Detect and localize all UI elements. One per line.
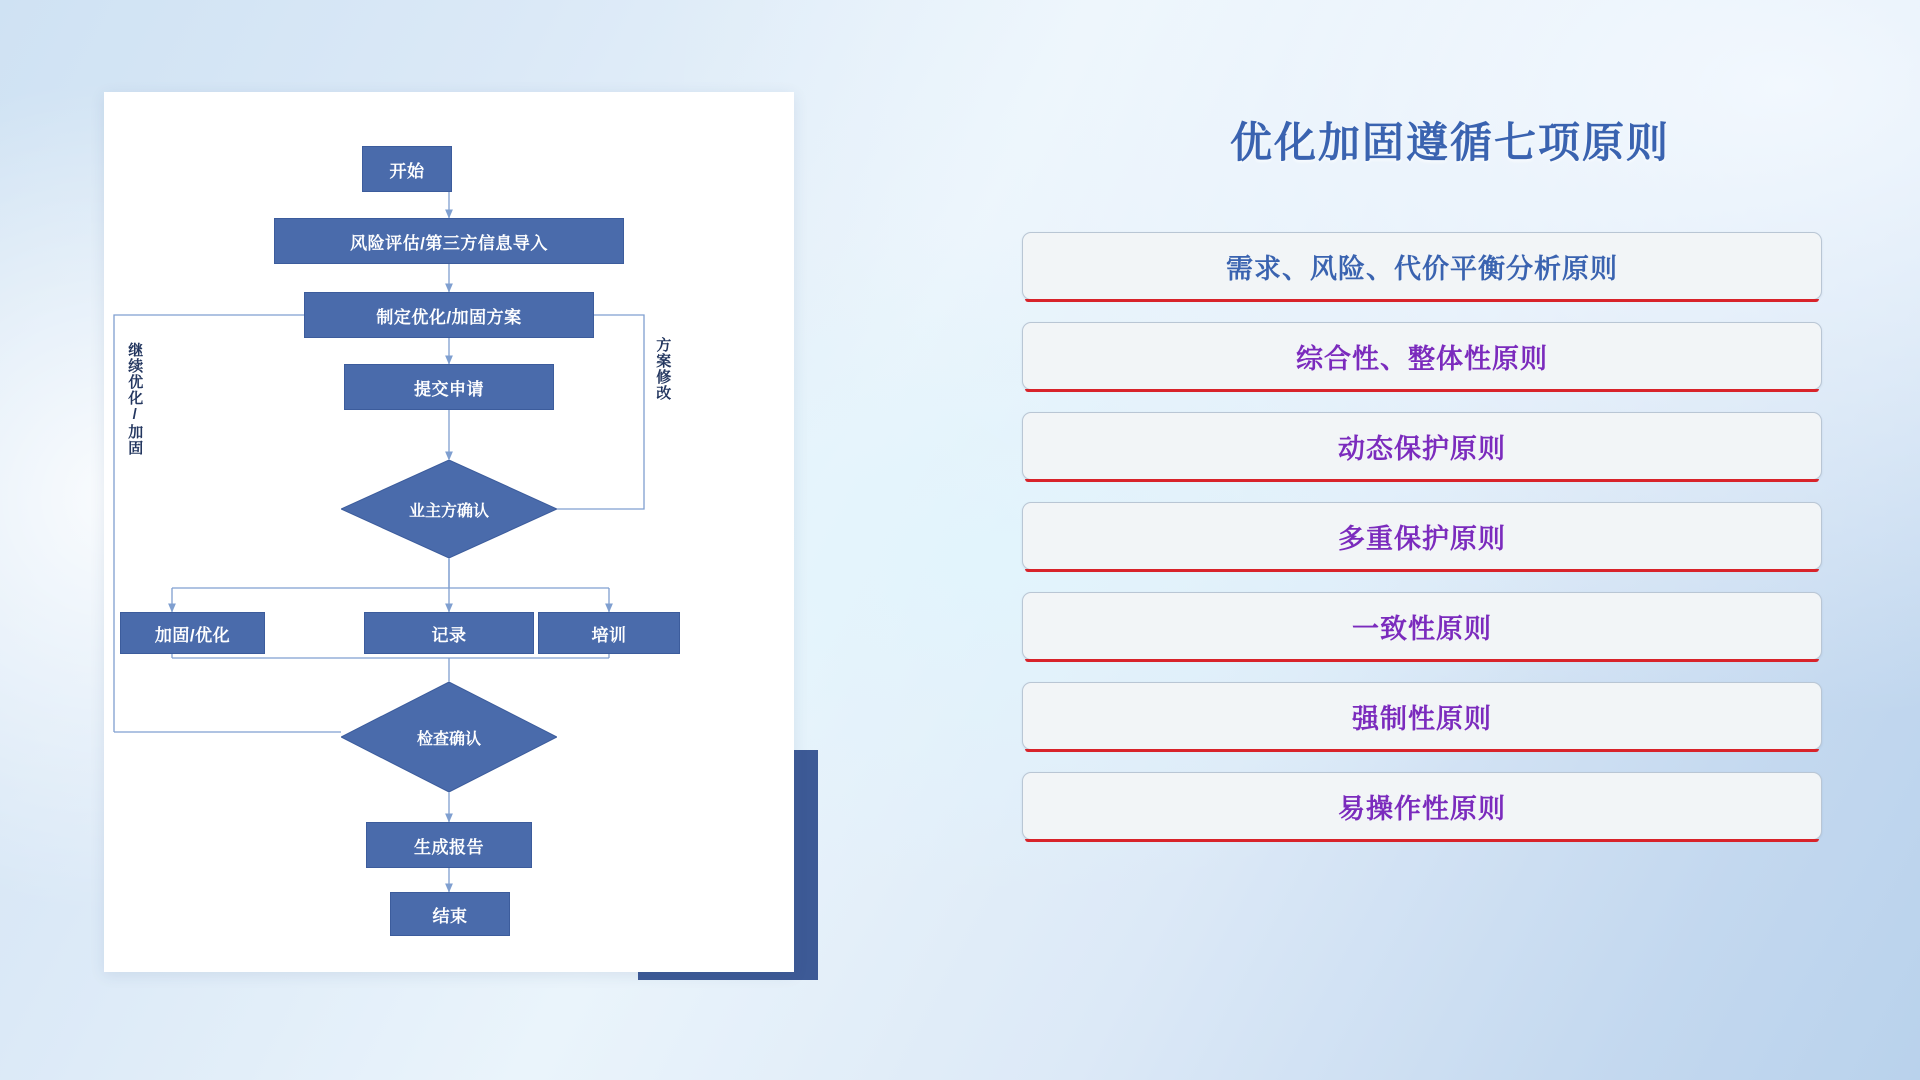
principle-item[interactable]	[1022, 232, 1822, 300]
flow-node-submit	[344, 364, 554, 410]
flowchart-canvas	[104, 92, 794, 972]
flow-node-owner-confirm	[341, 460, 557, 558]
flow-node-reinforce	[120, 612, 265, 654]
edge-label-continue-optimize: 继续优化/加固	[126, 342, 144, 456]
flow-node-label: 记录	[431, 625, 467, 645]
flow-node-label: 生成报告	[414, 837, 484, 857]
principle-item[interactable]	[1022, 592, 1822, 660]
principle-item[interactable]	[1022, 772, 1822, 840]
flow-node-label: 开始	[389, 161, 425, 181]
flow-node-record	[364, 612, 534, 654]
flow-node-label: 检查确认	[416, 730, 481, 748]
flow-node-label: 加固/优化	[154, 625, 231, 645]
flow-node-report	[366, 822, 532, 868]
flow-node-start	[362, 146, 452, 192]
flow-node-label: 风险评估/第三方信息导入	[350, 233, 548, 253]
flow-node-plan	[304, 292, 594, 338]
principle-label: 易操作性原则	[1338, 793, 1506, 824]
principle-item[interactable]	[1022, 322, 1822, 390]
edge-label-plan-revision: 方案修改	[654, 337, 672, 401]
page-title: 优化加固遵循七项原则	[1229, 119, 1670, 166]
flow-node-risk-assessment	[274, 218, 624, 264]
flow-node-label: 制定优化/加固方案	[376, 307, 522, 327]
principle-label: 需求、风险、代价平衡分析原则	[1226, 253, 1618, 284]
principle-label: 一致性原则	[1352, 613, 1492, 644]
principle-item[interactable]	[1022, 682, 1822, 750]
principle-label: 强制性原则	[1352, 703, 1492, 734]
principle-label: 动态保护原则	[1338, 433, 1506, 464]
principle-label: 多重保护原则	[1338, 523, 1506, 554]
principle-list	[1022, 232, 1822, 862]
flow-node-label: 业主方确认	[408, 502, 489, 520]
flow-node-label: 结束	[432, 906, 468, 926]
principle-label: 综合性、整体性原则	[1296, 343, 1548, 374]
principle-item[interactable]	[1022, 502, 1822, 570]
flow-node-check-confirm	[341, 682, 557, 792]
flow-node-end	[390, 892, 510, 936]
principle-item[interactable]	[1022, 412, 1822, 480]
flow-node-training	[538, 612, 680, 654]
flow-node-label: 培训	[591, 625, 627, 645]
flow-node-label: 提交申请	[414, 379, 484, 399]
flowchart-card	[104, 92, 794, 972]
